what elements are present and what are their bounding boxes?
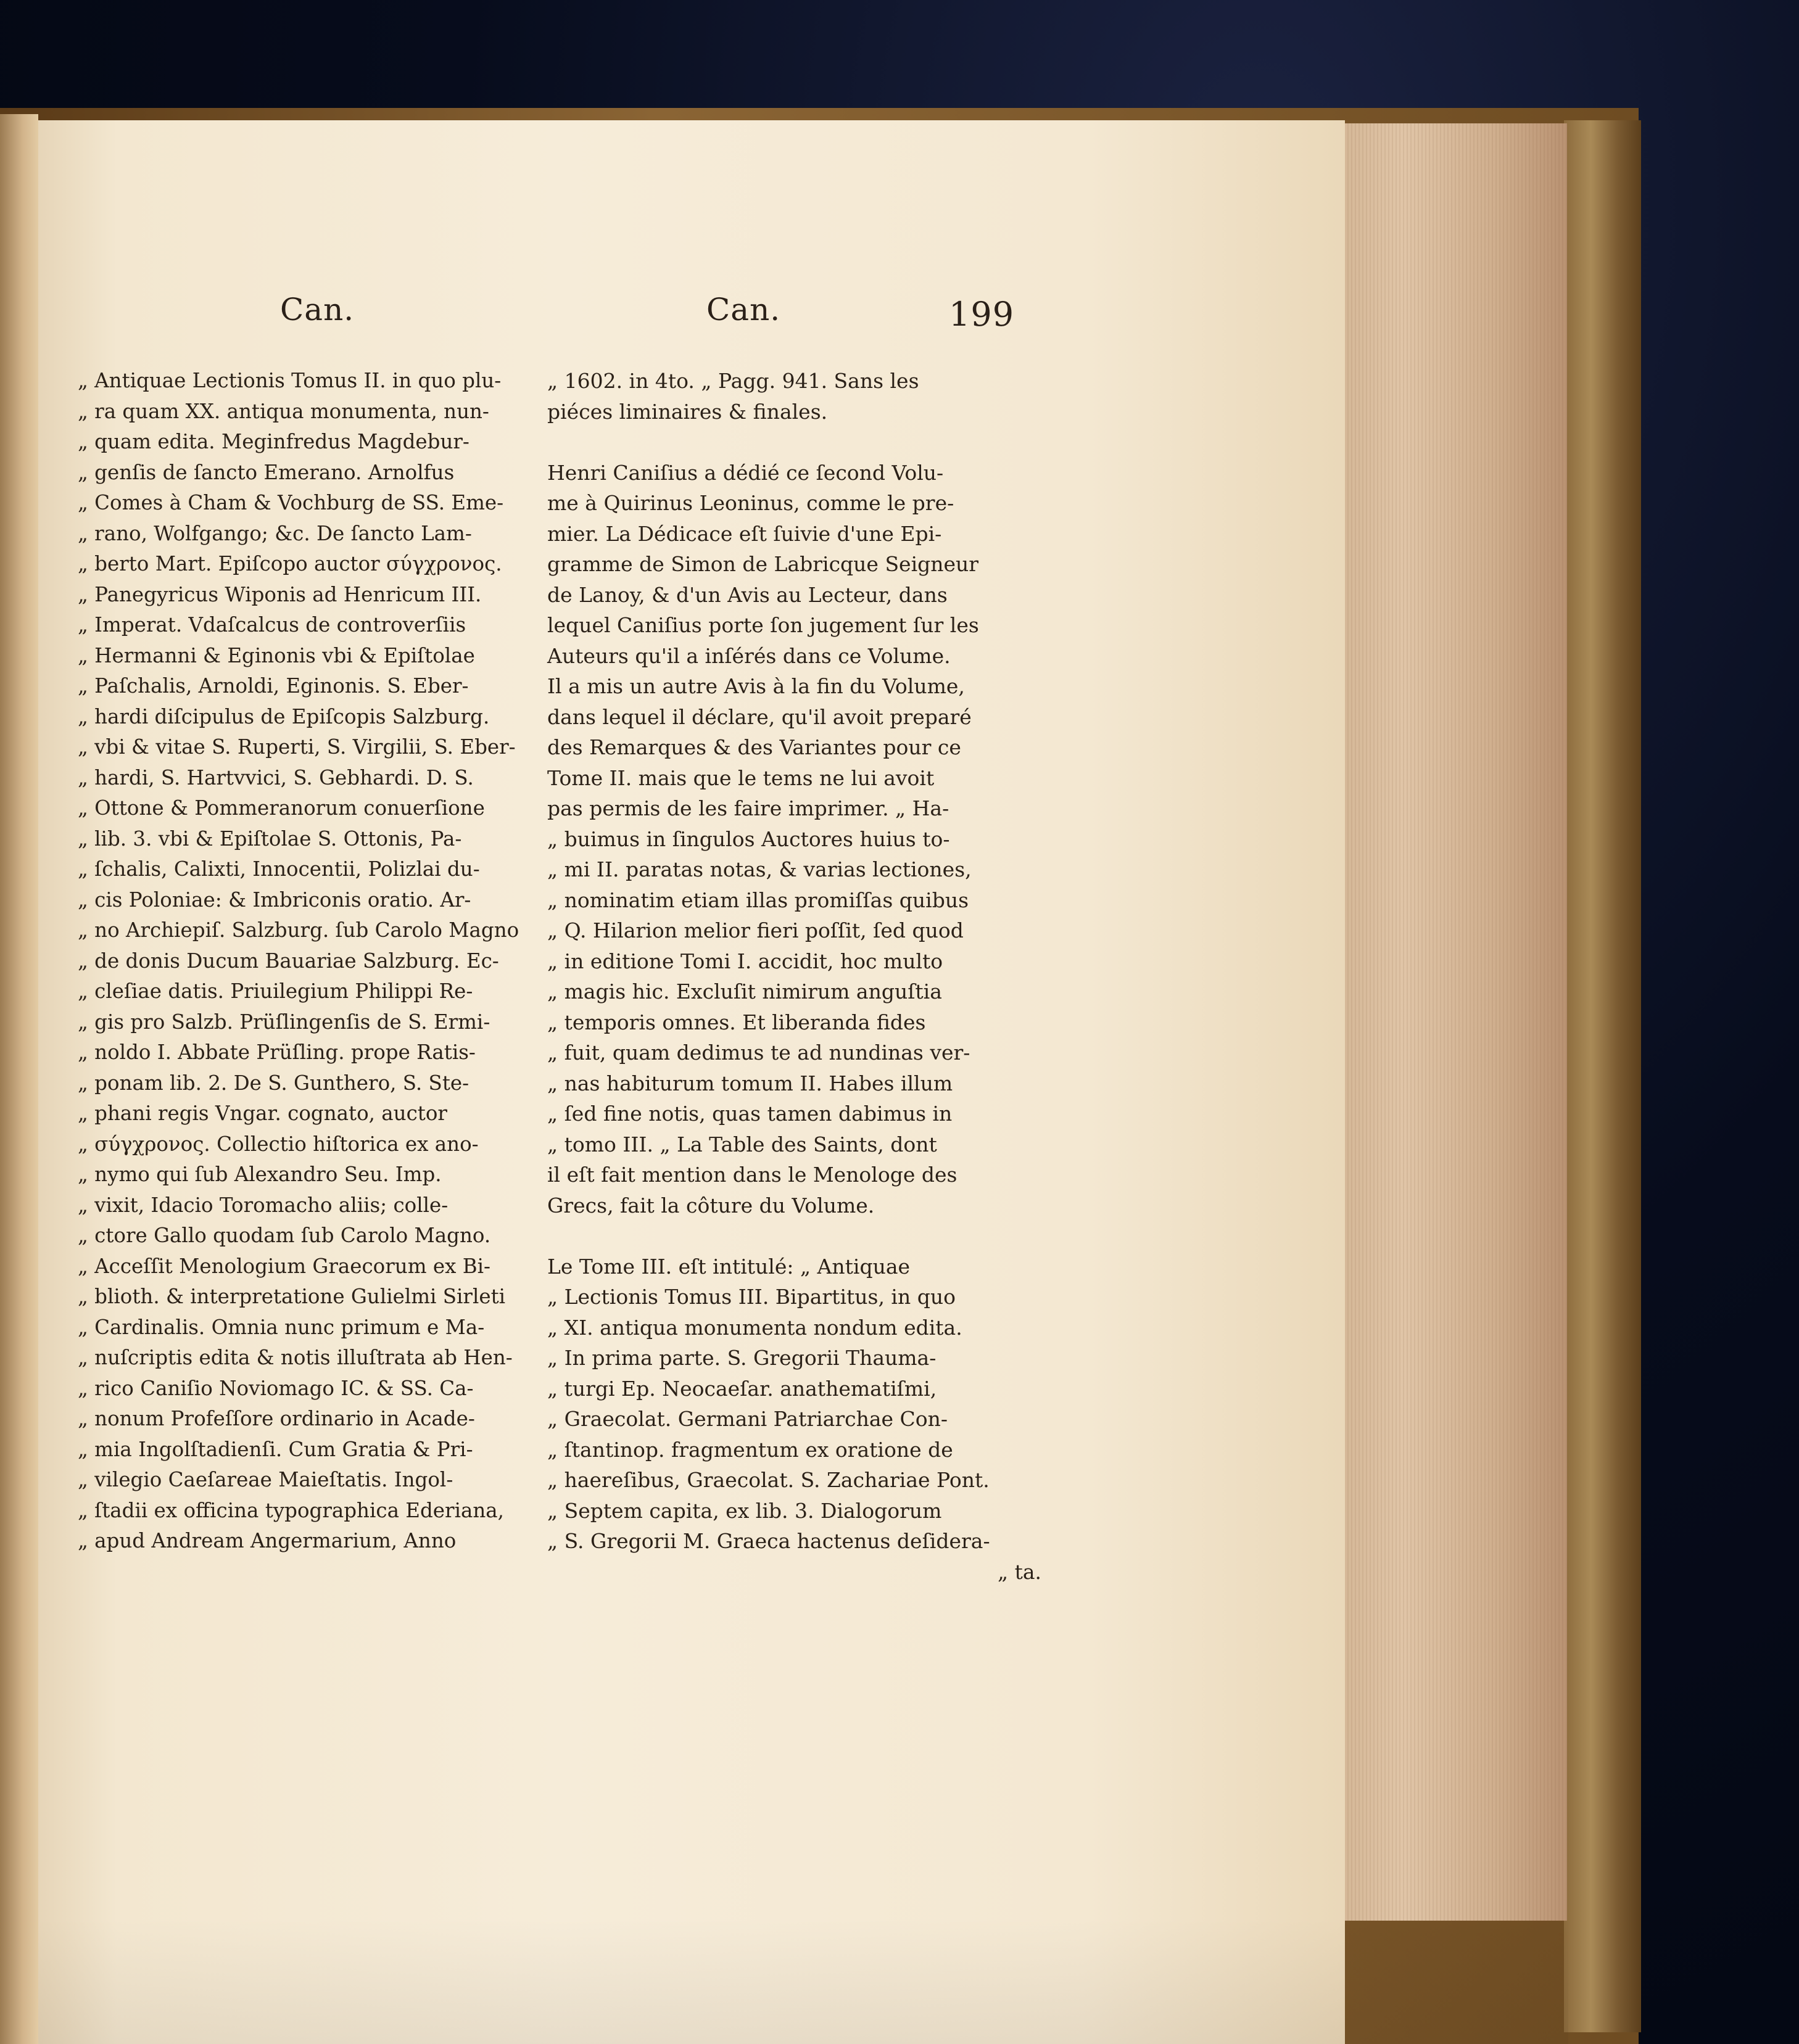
text-line: „ gis pro Salzb. Prüſlingenſis de S. Ermi- (78, 1010, 490, 1034)
text-line: „ ſchalis, Calixti, Innocentii, Polizlai du- (78, 857, 480, 881)
text-line: „ phani regis Vngar. cognato, auctor (78, 1102, 447, 1125)
text-line: „ magis hic. Excluſit nimirum anguſtia (547, 979, 942, 1003)
text-line: „ ſed fine notis, quas tamen dabimus in (547, 1102, 953, 1126)
text-line: „ quam edita. Meginfredus Magdebur- (78, 430, 469, 453)
text-line: „ Comes à Cham & Vochburg de SS. Eme- (78, 491, 504, 514)
text-line: „ apud Andream Angermarium, Anno (78, 1529, 457, 1552)
text-line: „ In prima parte. S. Gregorii Thauma- (547, 1346, 937, 1370)
page-block-edge (1333, 123, 1567, 1921)
text-line: Henri Caniſius a dédié ce ſecond Volu- (547, 460, 944, 485)
text-line: „ genſis de ſancto Emerano. Arnolfus (78, 460, 455, 484)
text-line: „ ra quam XX. antiqua monumenta, nun- (78, 399, 489, 423)
text-line: Il a mis un autre Avis à la fin du Volume, (547, 674, 965, 698)
text-line: „ vixit, Idacio Toromacho aliis; colle- (78, 1193, 449, 1217)
text-line: „ ponam lib. 2. De S. Gunthero, S. Ste- (78, 1071, 469, 1095)
text-line: „ cleſiae datis. Priuilegium Philippi Re- (78, 979, 473, 1003)
text-line: Tome II. mais que le tems ne lui avoit (547, 765, 935, 790)
text-line: „ σύγχρονος. Collectio hiſtorica ex ano- (78, 1132, 479, 1156)
text-line: „ rano, Wolfgango; &c. De ſancto Lam- (78, 521, 472, 545)
text-line: „ hardi, S. Hartvvici, S. Gebhardi. D. S. (78, 765, 474, 789)
text-line: „ nonum Profeſſore ordinario in Acade- (78, 1407, 475, 1430)
text-line: „ blioth. & interpretatione Gulielmi Sirleti (78, 1285, 506, 1308)
paragraph-gap (547, 1221, 1041, 1251)
text-line: „ Antiquae Lectionis Tomus II. in quo plu- (78, 369, 502, 392)
text-line: „ temporis omnes. Et liberanda fides (547, 1010, 926, 1034)
text-line: „ Graecolat. Germani Patriarchae Con- (547, 1407, 948, 1431)
book-page (38, 120, 1345, 2044)
text-line: lequel Caniſius porte ſon jugement ſur les (547, 613, 979, 637)
text-line: „ nuſcriptis edita & notis illuſtrata ab Hen- (78, 1346, 513, 1369)
text-line: „ Panegyricus Wiponis ad Henricum III. (78, 582, 482, 606)
text-line: „ noldo I. Abbate Prüſling. prope Ratis- (78, 1041, 476, 1064)
text-line: „ 1602. in 4to. „ Pagg. 941. Sans les (547, 369, 919, 393)
text-line: me à Quirinus Leoninus, comme le pre- (547, 491, 954, 515)
text-line: „ XI. antiqua monumenta nondum edita. (547, 1315, 962, 1340)
text-line: „ vilegio Caeſareae Maieſtatis. Ingol- (78, 1468, 453, 1491)
text-line: gramme de Simon de Labricque Seigneur (547, 552, 979, 576)
text-line: il eſt fait mention dans le Menologe des (547, 1163, 957, 1187)
text-line: „ tomo III. „ La Table des Saints, dont (547, 1132, 937, 1156)
text-line: „ nas habiturum tomum II. Habes illum (547, 1071, 953, 1095)
text-line: pas permis de les faire imprimer. „ Ha- (547, 796, 949, 820)
text-line: „ rico Caniſio Noviomago IC. & SS. Ca- (78, 1376, 474, 1400)
right-text-column (547, 366, 1041, 1587)
text-line: piéces liminaires & finales. (547, 399, 828, 424)
text-line: „ nymo qui ſub Alexandro Seu. Imp. (78, 1163, 442, 1186)
text-line: „ hardi diſcipulus de Epiſcopis Salzburg. (78, 704, 490, 728)
text-line: „ Imperat. Vdaſcalcus de controverſiis (78, 613, 466, 637)
text-line: des Remarques & des Variantes pour ce (547, 735, 961, 759)
text-line: „ mia Ingolſtadienſi. Cum Gratia & Pri- (78, 1437, 473, 1461)
text-line: „ berto Mart. Epiſcopo auctor σύγχρονος. (78, 552, 502, 575)
page-shadow (38, 1918, 1568, 2044)
left-text-column (78, 366, 519, 1557)
text-line: „ haereſibus, Graecolat. S. Zachariae Pont. (547, 1468, 990, 1492)
paragraph-gap (547, 427, 1041, 458)
text-line: „ Acceſſit Menologium Graecorum ex Bi- (78, 1254, 491, 1278)
text-line: „ Cardinalis. Omnia nunc primum e Ma- (78, 1315, 485, 1339)
facing-page-edge (0, 114, 38, 2044)
text-line: „ fuit, quam dedimus te ad nundinas ver- (547, 1041, 970, 1065)
text-line: „ no Archiepiſ. Salzburg. ſub Carolo Magno (78, 918, 519, 942)
text-line: „ Septem capita, ex lib. 3. Dialogorum (547, 1498, 942, 1523)
text-line: de Lanoy, & d'un Avis au Lecteur, dans (547, 582, 948, 607)
text-line: „ lib. 3. vbi & Epiſtolae S. Ottonis, Pa- (78, 826, 462, 851)
text-line: dans lequel il déclare, qu'il avoit preparé (547, 704, 972, 729)
running-head-left: Can. (280, 292, 355, 328)
text-line: „ buimus in ſingulos Auctores huius to- (547, 826, 950, 851)
text-line: „ turgi Ep. Neocaeſar. anathematiſmi, (547, 1376, 937, 1401)
text-line: „ S. Gregorii M. Graeca hactenus deſidera- (547, 1529, 990, 1553)
text-line: „ Hermanni & Eginonis vbi & Epiſtolae (78, 643, 475, 667)
text-line: „ Lectionis Tomus III. Bipartitus, in quo (547, 1285, 956, 1309)
text-line: „ nominatim etiam illas promiſſas quibus (547, 888, 969, 912)
running-head-right: Can. (706, 292, 781, 328)
page-number: 199 (949, 295, 1015, 334)
text-line: mier. La Dédicace eſt ſuivie d'une Epi- (547, 521, 942, 546)
book-cover-edge (1564, 120, 1641, 2032)
text-line: „ de donis Ducum Bauariae Salzburg. Ec- (78, 949, 499, 973)
text-line: „ cis Poloniae: & Imbriconis oratio. Ar- (78, 888, 471, 912)
text-line: „ Ottone & Pommeranorum conuerſione (78, 796, 485, 820)
text-line: Grecs, fait la côture du Volume. (547, 1193, 875, 1218)
text-line: „ ctore Gallo quodam ſub Carolo Magno. (78, 1224, 491, 1247)
text-line: „ Paſchalis, Arnoldi, Eginonis. S. Eber- (78, 674, 469, 698)
text-line: „ ſtantinop. fragmentum ex oratione de (547, 1437, 953, 1462)
text-line: „ vbi & vitae S. Ruperti, S. Virgilii, S. Eber- (78, 735, 516, 759)
text-line: „ in editione Tomi I. accidit, hoc multo (547, 949, 943, 973)
text-line: „ Q. Hilarion melior fieri poſſit, ſed quod (547, 918, 964, 942)
text-line: Auteurs qu'il a inſérés dans ce Volume. (547, 643, 951, 668)
text-line: „ mi II. paratas notas, & varias lectiones, (547, 857, 972, 881)
text-line: „ ſtadii ex officina typographica Ederiana, (78, 1498, 504, 1522)
text-line: Le Tome III. eſt intitulé: „ Antiquae (547, 1254, 911, 1279)
catchword: „ ta. (998, 1559, 1042, 1584)
